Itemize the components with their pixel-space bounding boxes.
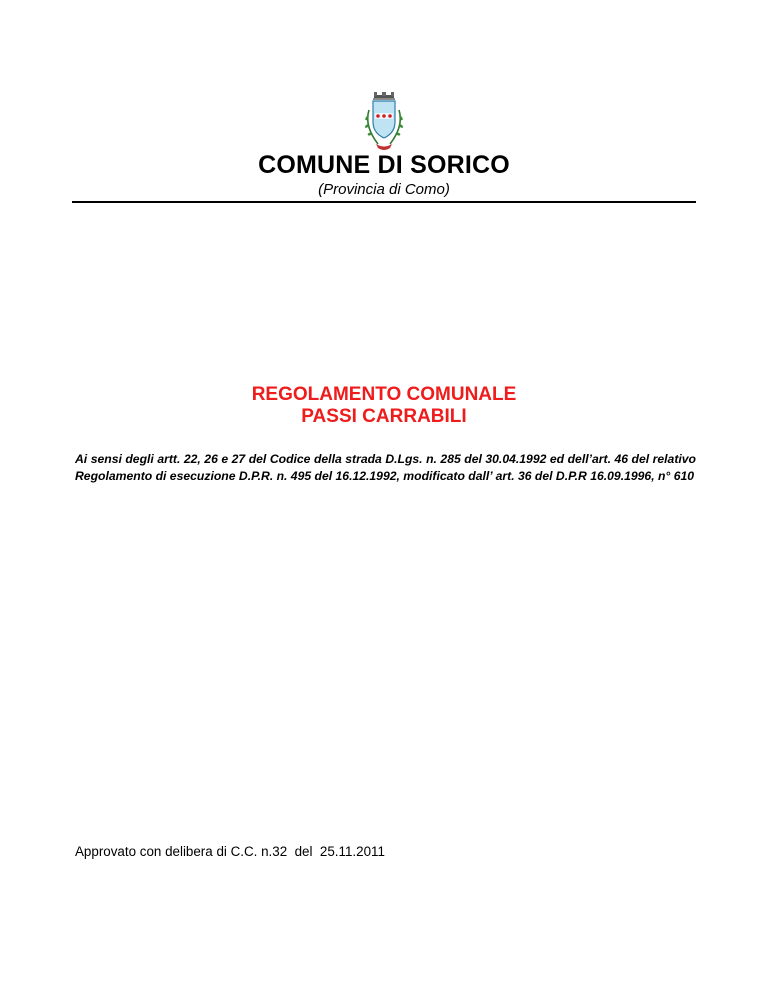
header-divider — [72, 201, 696, 203]
legal-basis-paragraph: Ai sensi degli artt. 22, 26 e 27 del Codice della strada D.Lgs. n. 285 del 30.04.1992 ed dell’art. 46 del relativo Regolamento di esecuzione D.P.R. n. 495 del 16.12.1992, modificato dall’ art. 36 del D.P.R 16.09.1996, n° 610 — [75, 452, 696, 483]
coat-of-arms-icon — [358, 92, 410, 154]
municipality-name: COMUNE DI SORICO — [258, 151, 510, 179]
regulation-title-line-1: REGOLAMENTO COMUNALE — [251, 384, 517, 405]
province-name: (Provincia di Como) — [318, 181, 450, 198]
regulation-title-line-2: PASSI CARRABILI — [301, 406, 467, 427]
regulation-title — [0, 384, 768, 428]
approval-note: Approvato con delibera di C.C. n.32 del 25.11.2011 — [75, 844, 385, 859]
